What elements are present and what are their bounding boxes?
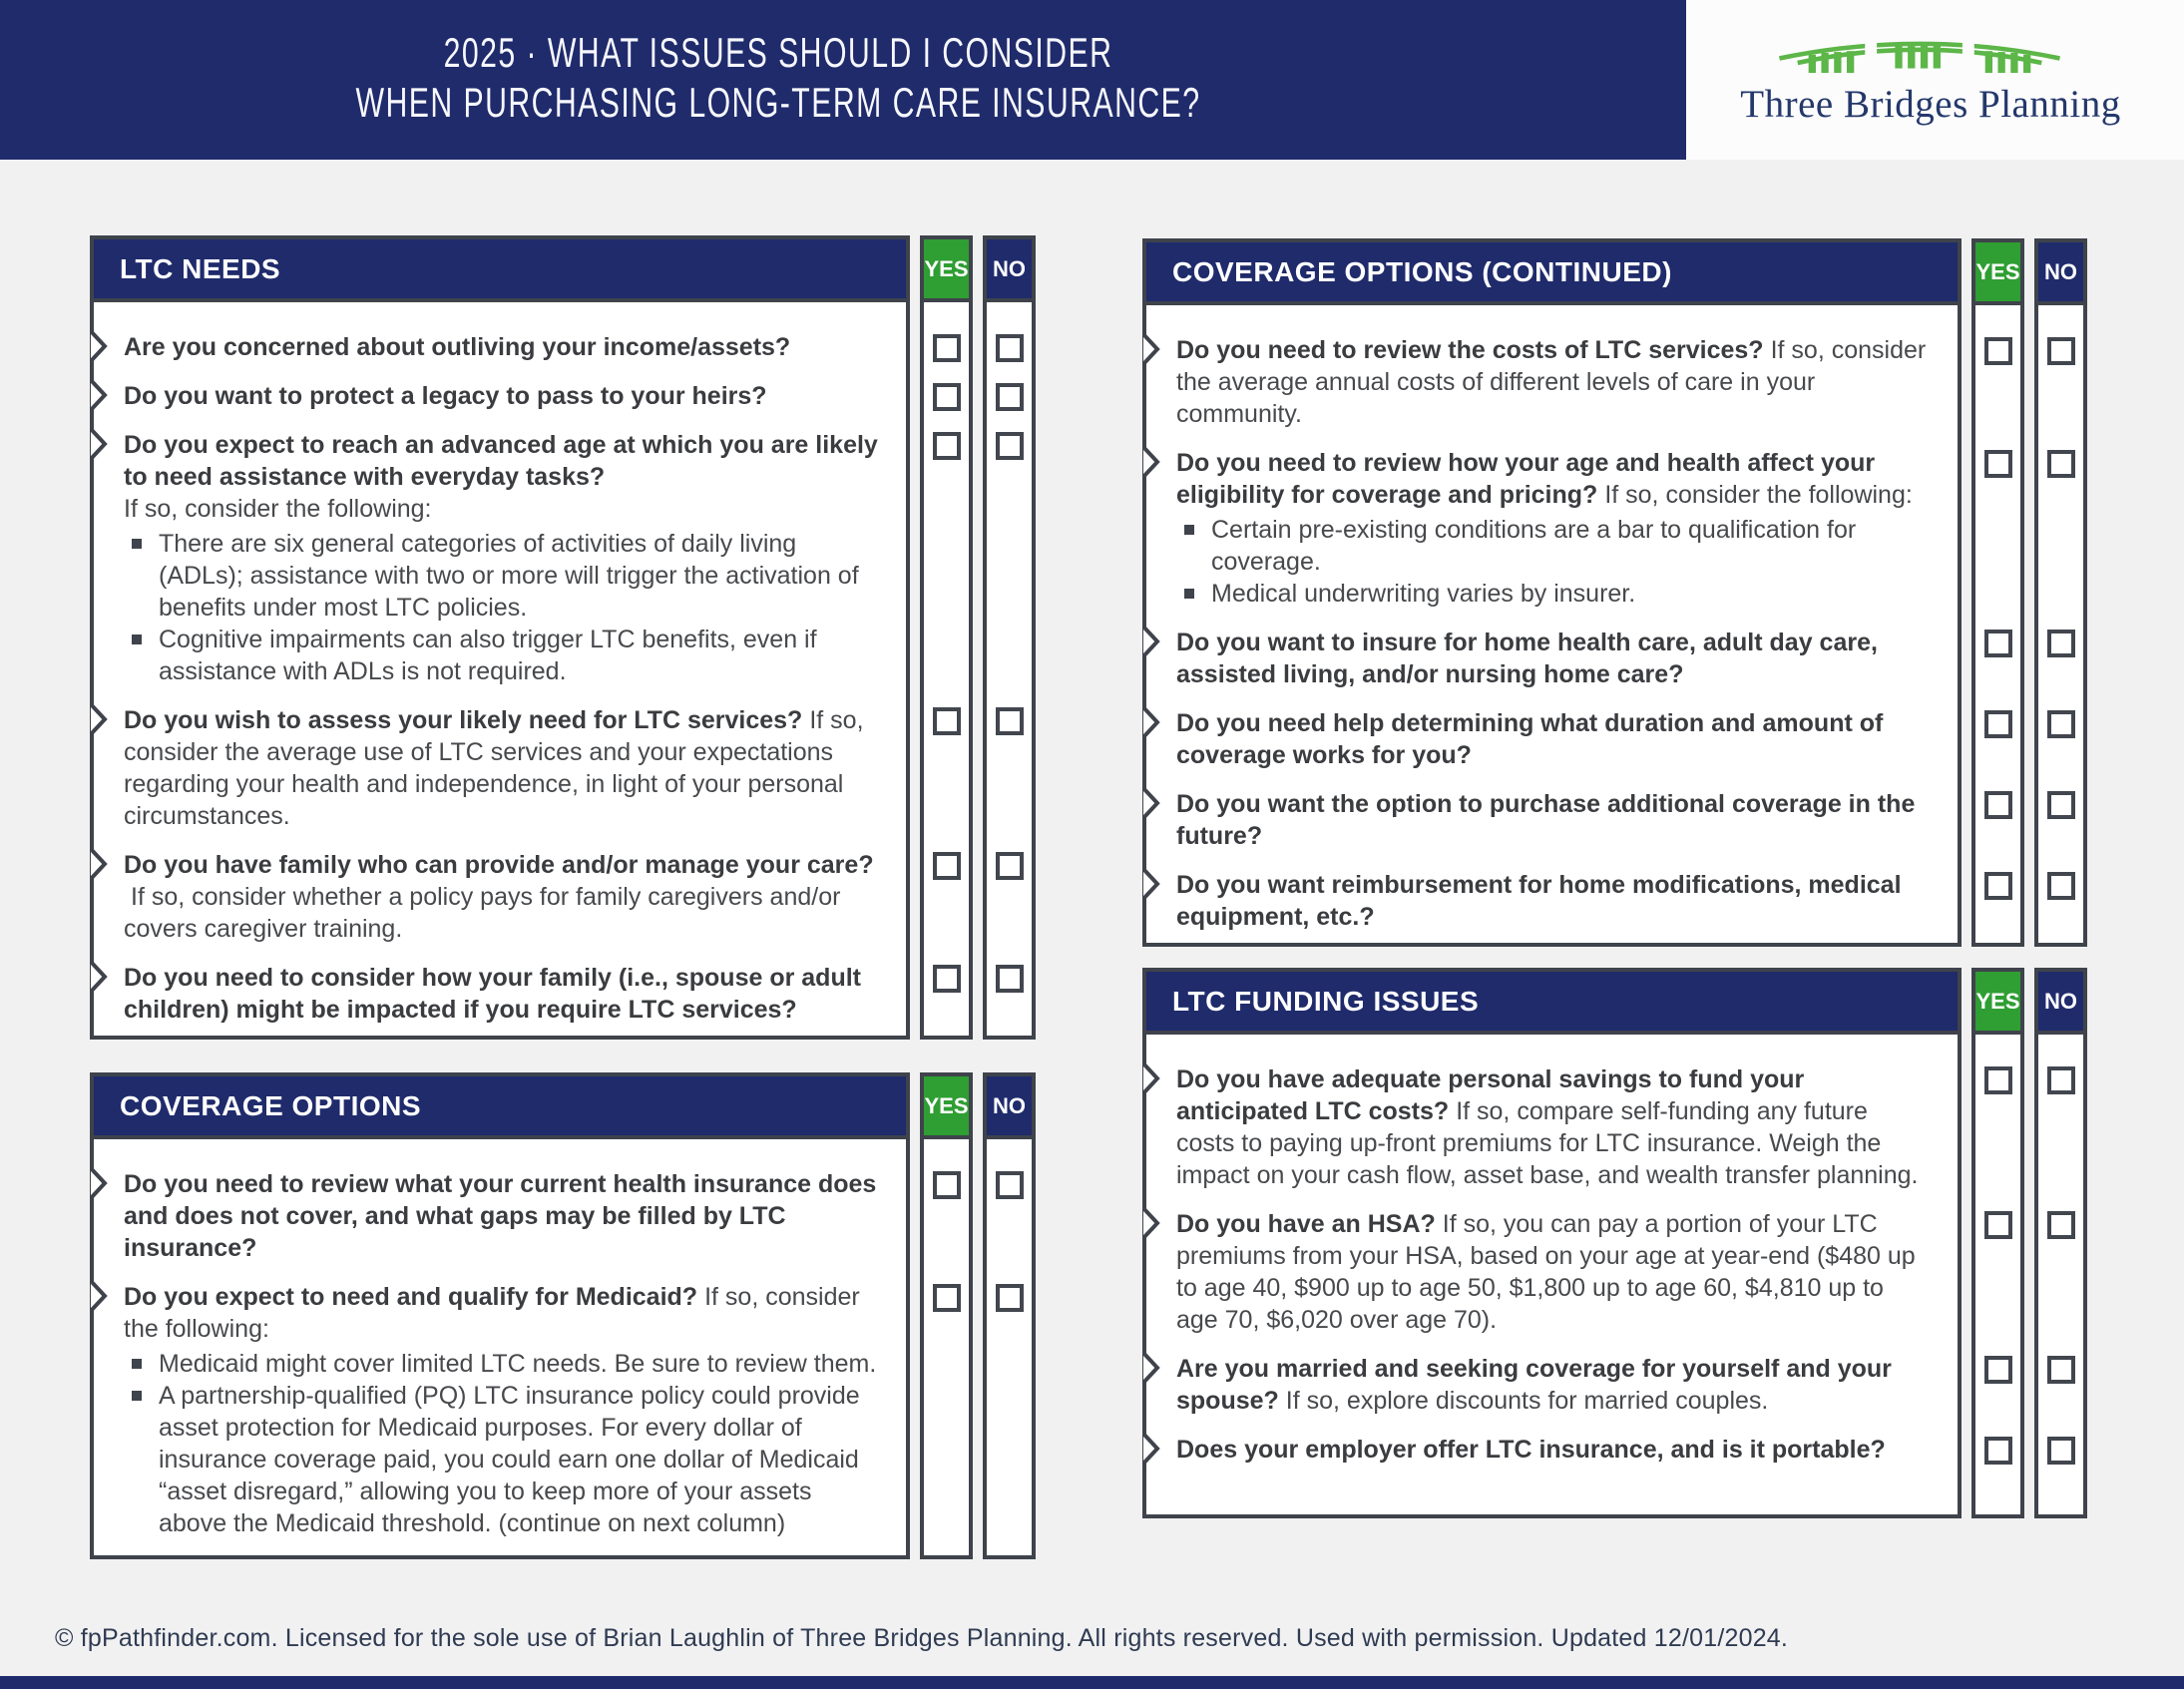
- panel-coverage-options-continued: [1142, 238, 2087, 943]
- question-text: [124, 429, 880, 493]
- question-detail: If so, compare self-funding any future costs to paying up-front premiums for LTC insurance. Weigh the impact on your cash flow, asset base, and wealth transfer planning.: [1176, 1097, 1919, 1189]
- question-lead: Do you need to review what your current health insurance does and does not cover, and what gaps may be filled by LTC insurance?: [124, 1170, 877, 1262]
- panel-bottom-filler: [920, 1539, 973, 1559]
- yes-checkbox[interactable]: [933, 965, 961, 993]
- question-lead: Do you need to review the costs of LTC services?: [1176, 336, 1764, 364]
- chevron-icon: [1142, 444, 1160, 480]
- question-detail: If so, consider whether a policy pays for family caregivers and/or covers caregiver training.: [124, 883, 841, 943]
- question-row: [90, 1264, 910, 1539]
- yes-checkbox-cell: [920, 1139, 973, 1264]
- no-checkbox-cell: [983, 1264, 1036, 1539]
- question-row: [1142, 771, 1962, 852]
- yes-checkbox[interactable]: [1984, 710, 2012, 738]
- question-lead: Do you need to consider how your family (i.e., spouse or adult children) might be impacted if you require LTC services?: [124, 964, 861, 1024]
- yes-checkbox[interactable]: [1984, 1356, 2012, 1384]
- question-text: [124, 380, 880, 412]
- panel-coverage-options: [90, 1072, 1036, 1559]
- yes-checkbox-cell: [920, 832, 973, 945]
- no-checkbox-cell: [2034, 1191, 2087, 1336]
- question-lead: Do you expect to reach an advanced age at which you are likely to need assistance with everyday tasks?: [124, 431, 878, 491]
- no-checkbox[interactable]: [996, 965, 1024, 993]
- no-checkbox[interactable]: [996, 1171, 1024, 1199]
- question-row: [90, 687, 910, 832]
- question-text: [1176, 1353, 1932, 1417]
- question-lead: Do you have an HSA?: [1176, 1210, 1436, 1238]
- panel-bottom-filler: [983, 1539, 1036, 1559]
- yes-checkbox-cell: [1971, 1417, 2024, 1466]
- question-text: [1176, 788, 1932, 852]
- no-checkbox-cell: [2034, 771, 2087, 852]
- bullet-item: Medicaid might cover limited LTC needs. Be sure to review them.: [124, 1348, 880, 1380]
- no-checkbox[interactable]: [996, 707, 1024, 735]
- question-text: [1176, 627, 1932, 690]
- no-checkbox[interactable]: [996, 432, 1024, 460]
- no-checkbox[interactable]: [2047, 1437, 2075, 1465]
- chevron-icon: [90, 959, 108, 995]
- question-detail: If so, consider the following:: [124, 1283, 860, 1343]
- no-checkbox-cell: [983, 687, 1036, 832]
- panel-bottom-filler: [1971, 1466, 2024, 1518]
- yes-checkbox[interactable]: [933, 852, 961, 880]
- chevron-icon: [90, 846, 108, 882]
- chevron-icon: [1142, 785, 1160, 821]
- question-lead: Do you need help determining what duration and amount of coverage works for you?: [1176, 709, 1884, 769]
- bridge-logo-icon: [1774, 28, 2065, 78]
- no-column-header: NO: [2034, 238, 2087, 305]
- question-row: [1142, 305, 1962, 430]
- yes-checkbox-cell: [1971, 430, 2024, 610]
- question-detail: If so, consider the following:: [1604, 481, 1913, 509]
- question-detail: If so, consider the following:: [124, 495, 432, 523]
- panel-ltc-needs: [90, 235, 1036, 1033]
- question-lead: Do you wish to assess your likely need for LTC services?: [124, 706, 803, 734]
- yes-column-header: YES: [1971, 238, 2024, 305]
- chevron-icon: [90, 377, 108, 413]
- question-lead: Are you married and seeking coverage for yourself and your spouse?: [1176, 1355, 1892, 1415]
- no-checkbox-cell: [2034, 690, 2087, 771]
- yes-checkbox-cell: [1971, 1191, 2024, 1336]
- question-text: [1176, 334, 1932, 430]
- yes-checkbox[interactable]: [1984, 1437, 2012, 1465]
- bullet-item: Certain pre-existing conditions are a bar to qualification for coverage.: [1176, 514, 1932, 578]
- bullet-item: Cognitive impairments can also trigger LTC benefits, even if assistance with ADLs is not required.: [124, 624, 880, 687]
- yes-checkbox-cell: [920, 363, 973, 412]
- chevron-icon: [1142, 704, 1160, 740]
- section-header-coverage-options-continued: COVERAGE OPTIONS (CONTINUED): [1142, 238, 1962, 305]
- no-checkbox[interactable]: [2047, 710, 2075, 738]
- yes-checkbox-cell: [1971, 610, 2024, 690]
- no-checkbox[interactable]: [2047, 1211, 2075, 1239]
- yes-column-header: YES: [1971, 968, 2024, 1035]
- no-checkbox-cell: [2034, 1417, 2087, 1466]
- chevron-icon: [1142, 331, 1160, 367]
- yes-checkbox[interactable]: [1984, 1066, 2012, 1094]
- yes-checkbox[interactable]: [933, 383, 961, 411]
- question-row: [90, 832, 910, 945]
- no-checkbox-cell: [2034, 852, 2087, 933]
- yes-checkbox[interactable]: [1984, 450, 2012, 478]
- yes-checkbox[interactable]: [933, 707, 961, 735]
- yes-checkbox[interactable]: [1984, 630, 2012, 657]
- panel-bottom-filler: [1142, 1466, 1962, 1518]
- page-title: [218, 28, 1338, 128]
- question-lead: Do you have family who can provide and/or manage your care?: [124, 851, 874, 879]
- chevron-icon: [1142, 1060, 1160, 1096]
- yes-column-header: YES: [920, 1072, 973, 1139]
- no-checkbox[interactable]: [996, 334, 1024, 362]
- section-header-ltc-funding-issues: LTC FUNDING ISSUES: [1142, 968, 1962, 1035]
- panel-bottom-filler: [1142, 933, 1962, 947]
- question-text: [124, 704, 880, 832]
- no-checkbox[interactable]: [996, 1284, 1024, 1312]
- yes-checkbox[interactable]: [1984, 337, 2012, 365]
- chevron-icon: [1142, 866, 1160, 902]
- chevron-icon: [1142, 1350, 1160, 1386]
- question-text: [1176, 1063, 1932, 1191]
- panel-bottom-filler: [983, 1026, 1036, 1040]
- yes-checkbox[interactable]: [1984, 872, 2012, 900]
- question-detail: If so, consider the average use of LTC services and your expectations regarding your health and independence, in light of your personal circumstances.: [124, 706, 864, 830]
- question-text: [124, 962, 880, 1026]
- yes-checkbox-cell: [1971, 852, 2024, 933]
- panel-bottom-filler: [1971, 933, 2024, 947]
- panel-bottom-filler: [90, 1539, 910, 1559]
- question-detail: If so, you can pay a portion of your LTC premiums from your HSA, based on your age at year-end ($480 up to age 40, $900 up to age 50, $1,800 up to age 60, $4,810 up to age 70, $6,020 over age 70).: [1176, 1210, 1916, 1334]
- bullet-item: A partnership-qualified (PQ) LTC insurance policy could provide asset protection for Medicaid purposes. For every dollar of insurance coverage paid, you could earn one dollar of Medicaid “asset disregard,” allowing you to keep more of your assets above the Medicaid threshold. (continue on next column): [124, 1380, 880, 1539]
- no-checkbox[interactable]: [996, 852, 1024, 880]
- chevron-icon: [90, 701, 108, 737]
- panel-bottom-filler: [2034, 933, 2087, 947]
- question-text: [1176, 869, 1932, 933]
- question-row: [90, 1139, 910, 1264]
- question-bullet-list: [124, 1348, 880, 1539]
- question-lead: Do you need to review how your age and health affect your eligibility for coverage and pricing?: [1176, 449, 1876, 509]
- no-checkbox-cell: [983, 302, 1036, 363]
- question-row: [1142, 690, 1962, 771]
- question-detail: If so, consider the average annual costs of different levels of care in your community.: [1176, 336, 1927, 428]
- panel-bottom-filler: [920, 1026, 973, 1040]
- yes-checkbox[interactable]: [933, 432, 961, 460]
- bottom-bar: [0, 1676, 2184, 1689]
- section-header-ltc-needs: LTC NEEDS: [90, 235, 910, 302]
- yes-checkbox-cell: [1971, 690, 2024, 771]
- question-row: [1142, 1191, 1962, 1336]
- question-lead: Do you have adequate personal savings to fund your anticipated LTC costs?: [1176, 1065, 1805, 1125]
- question-row: [90, 945, 910, 1026]
- question-row: [1142, 1035, 1962, 1191]
- question-lead: Are you concerned about outliving your income/assets?: [124, 333, 791, 361]
- question-row: [1142, 610, 1962, 690]
- yes-checkbox-cell: [920, 412, 973, 687]
- question-lead: Do you want reimbursement for home modifications, medical equipment, etc.?: [1176, 871, 1902, 931]
- no-checkbox[interactable]: [2047, 1066, 2075, 1094]
- yes-checkbox[interactable]: [933, 1171, 961, 1199]
- bullet-item: Medical underwriting varies by insurer.: [1176, 578, 1932, 610]
- chevron-icon: [90, 1165, 108, 1201]
- page-title-line1: 2025 · WHAT ISSUES SHOULD I CONSIDER: [443, 29, 1113, 76]
- question-text: [1176, 707, 1932, 771]
- yes-checkbox-cell: [1971, 1336, 2024, 1417]
- chevron-icon: [1142, 1431, 1160, 1467]
- no-checkbox-cell: [2034, 610, 2087, 690]
- no-checkbox-cell: [983, 363, 1036, 412]
- footer-license-text: © fpPathfinder.com. Licensed for the sole use of Brian Laughlin of Three Bridges Planning. All rights reserved. Used with permission. Updated 12/01/2024.: [55, 1624, 1789, 1652]
- question-text: [1176, 447, 1932, 511]
- yes-checkbox[interactable]: [933, 334, 961, 362]
- question-lead: Do you want the option to purchase additional coverage in the future?: [1176, 790, 1916, 850]
- chevron-icon: [90, 328, 108, 364]
- no-checkbox[interactable]: [2047, 450, 2075, 478]
- chevron-icon: [1142, 1205, 1160, 1241]
- no-checkbox[interactable]: [2047, 1356, 2075, 1384]
- question-row: [1142, 1336, 1962, 1417]
- no-column-header: NO: [2034, 968, 2087, 1035]
- yes-checkbox-cell: [1971, 1035, 2024, 1191]
- yes-checkbox-cell: [920, 302, 973, 363]
- yes-checkbox-cell: [1971, 771, 2024, 852]
- no-checkbox-cell: [2034, 1035, 2087, 1191]
- yes-checkbox-cell: [920, 1264, 973, 1539]
- yes-checkbox-cell: [920, 687, 973, 832]
- logo-text: Three Bridges Planning: [1740, 83, 2121, 126]
- no-checkbox[interactable]: [996, 383, 1024, 411]
- question-bullet-list: [124, 528, 880, 687]
- question-row: [90, 363, 910, 412]
- question-lead: Do you want to protect a legacy to pass to your heirs?: [124, 382, 767, 410]
- chevron-icon: [90, 426, 108, 462]
- no-checkbox-cell: [983, 1139, 1036, 1264]
- question-text: [124, 1281, 880, 1345]
- no-checkbox-cell: [983, 945, 1036, 1026]
- yes-checkbox[interactable]: [933, 1284, 961, 1312]
- chevron-icon: [90, 1278, 108, 1314]
- question-text: [124, 849, 880, 945]
- chevron-icon: [1142, 624, 1160, 659]
- question-lead: Do you want to insure for home health care, adult day care, assisted living, and/or nursing home care?: [1176, 629, 1878, 688]
- yes-checkbox-cell: [1971, 305, 2024, 430]
- no-column-header: NO: [983, 1072, 1036, 1139]
- question-text: [124, 331, 880, 363]
- question-row: [90, 302, 910, 363]
- panel-ltc-funding-issues: [1142, 968, 2087, 1518]
- yes-checkbox[interactable]: [1984, 791, 2012, 819]
- question-row: [90, 412, 910, 687]
- question-lead: Do you expect to need and qualify for Medicaid?: [124, 1283, 698, 1311]
- panel-bottom-filler: [2034, 1466, 2087, 1518]
- no-checkbox-cell: [2034, 1336, 2087, 1417]
- page-title-line2: WHEN PURCHASING LONG-TERM CARE INSURANCE?: [355, 79, 1201, 126]
- question-detail: If so, explore discounts for married couples.: [1285, 1387, 1769, 1415]
- yes-checkbox[interactable]: [1984, 1211, 2012, 1239]
- panel-bottom-filler: [90, 1026, 910, 1040]
- no-checkbox-cell: [2034, 430, 2087, 610]
- bullet-item: There are six general categories of activities of daily living (ADLs); assistance with two or more will trigger the activation of benefits under most LTC policies.: [124, 528, 880, 624]
- question-text: [1176, 1208, 1932, 1336]
- logo: [1686, 0, 2184, 160]
- no-column-header: NO: [983, 235, 1036, 302]
- no-checkbox[interactable]: [2047, 337, 2075, 365]
- yes-checkbox-cell: [920, 945, 973, 1026]
- no-checkbox[interactable]: [2047, 630, 2075, 657]
- question-text: [124, 1168, 880, 1264]
- no-checkbox-cell: [983, 832, 1036, 945]
- no-checkbox-cell: [2034, 305, 2087, 430]
- question-row: [1142, 1417, 1962, 1466]
- no-checkbox[interactable]: [2047, 791, 2075, 819]
- question-text: [1176, 1434, 1932, 1466]
- no-checkbox-cell: [983, 412, 1036, 687]
- section-header-coverage-options: COVERAGE OPTIONS: [90, 1072, 910, 1139]
- yes-column-header: YES: [920, 235, 973, 302]
- question-row: [1142, 852, 1962, 933]
- no-checkbox[interactable]: [2047, 872, 2075, 900]
- question-lead: Does your employer offer LTC insurance, and is it portable?: [1176, 1436, 1886, 1464]
- question-row: [1142, 430, 1962, 610]
- question-bullet-list: [1176, 514, 1932, 610]
